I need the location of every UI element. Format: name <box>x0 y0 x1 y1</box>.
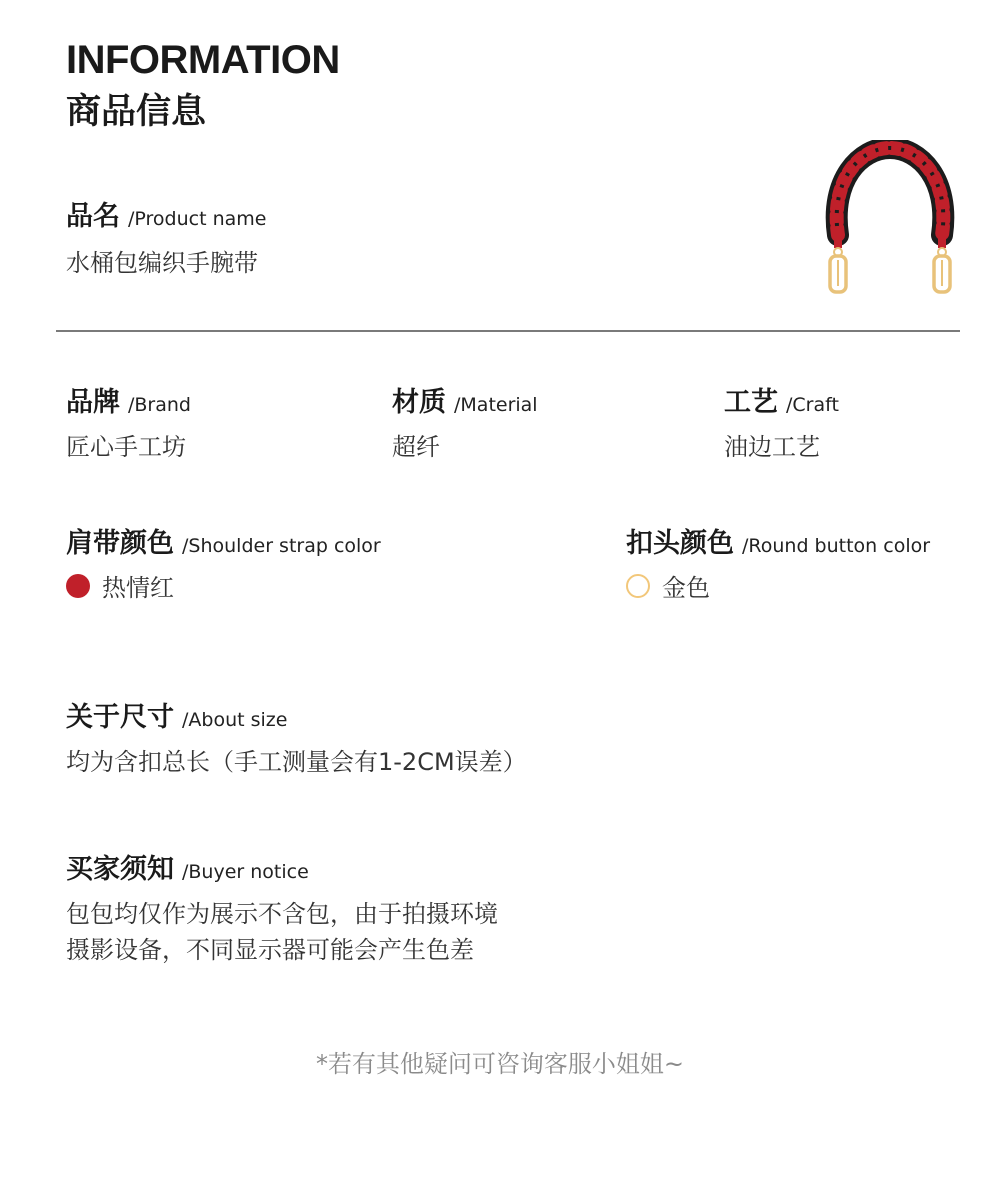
left-clasp <box>830 238 846 292</box>
product-name-label-en: /Product name <box>128 208 267 230</box>
material-label-en: /Material <box>454 394 538 416</box>
page-title-cn: 商品信息 <box>66 92 207 132</box>
button-color-label-en: /Round button color <box>742 535 931 557</box>
page-title-en: INFORMATION <box>66 38 340 82</box>
brand-label-cn: 品牌 <box>66 387 120 418</box>
material-label-cn: 材质 <box>392 387 446 418</box>
notice-label <box>66 853 309 890</box>
button-color-value-row <box>626 570 710 606</box>
product-name-label <box>66 200 266 237</box>
right-clasp <box>934 238 950 292</box>
size-label <box>66 701 287 738</box>
notice-label-en: /Buyer notice <box>182 861 309 883</box>
strap-color-label-en: /Shoulder strap color <box>182 535 381 557</box>
material-value: 超纤 <box>392 433 440 461</box>
brand-label-en: /Brand <box>128 394 191 416</box>
notice-label-cn: 买家须知 <box>66 854 174 885</box>
footer-note: *若有其他疑问可咨询客服小姐姐~ <box>315 1050 685 1078</box>
brand-label <box>66 386 191 423</box>
material-label <box>392 386 538 423</box>
craft-label-en: /Craft <box>786 394 839 416</box>
button-color-label-cn: 扣头颜色 <box>626 528 734 559</box>
product-name-value: 水桶包编织手腕带 <box>66 249 258 277</box>
size-value: 均为含扣总长（手工测量会有1-2CM误差） <box>66 748 527 776</box>
braided-strap-image <box>820 140 960 300</box>
product-name-label-cn: 品名 <box>66 201 120 232</box>
craft-value: 油边工艺 <box>724 433 820 461</box>
red-swatch-icon <box>66 574 90 598</box>
notice-line-1: 包包均仅作为展示不含包，由于拍摄环境 <box>66 900 498 928</box>
strap-color-value-row <box>66 570 174 606</box>
size-label-cn: 关于尺寸 <box>66 702 174 733</box>
strap-color-label-cn: 肩带颜色 <box>66 528 174 559</box>
gold-swatch-icon <box>626 574 650 598</box>
section-divider <box>56 330 960 332</box>
button-color-value: 金色 <box>662 574 710 602</box>
craft-label-cn: 工艺 <box>724 387 778 418</box>
size-label-en: /About size <box>182 709 288 731</box>
strap-color-value: 热情红 <box>102 574 174 602</box>
braid <box>837 148 944 235</box>
craft-label <box>724 386 839 423</box>
brand-value: 匠心手工坊 <box>66 433 186 461</box>
strap-color-label <box>66 527 381 564</box>
notice-line-2: 摄影设备，不同显示器可能会产生色差 <box>66 936 474 964</box>
button-color-label <box>626 527 930 564</box>
